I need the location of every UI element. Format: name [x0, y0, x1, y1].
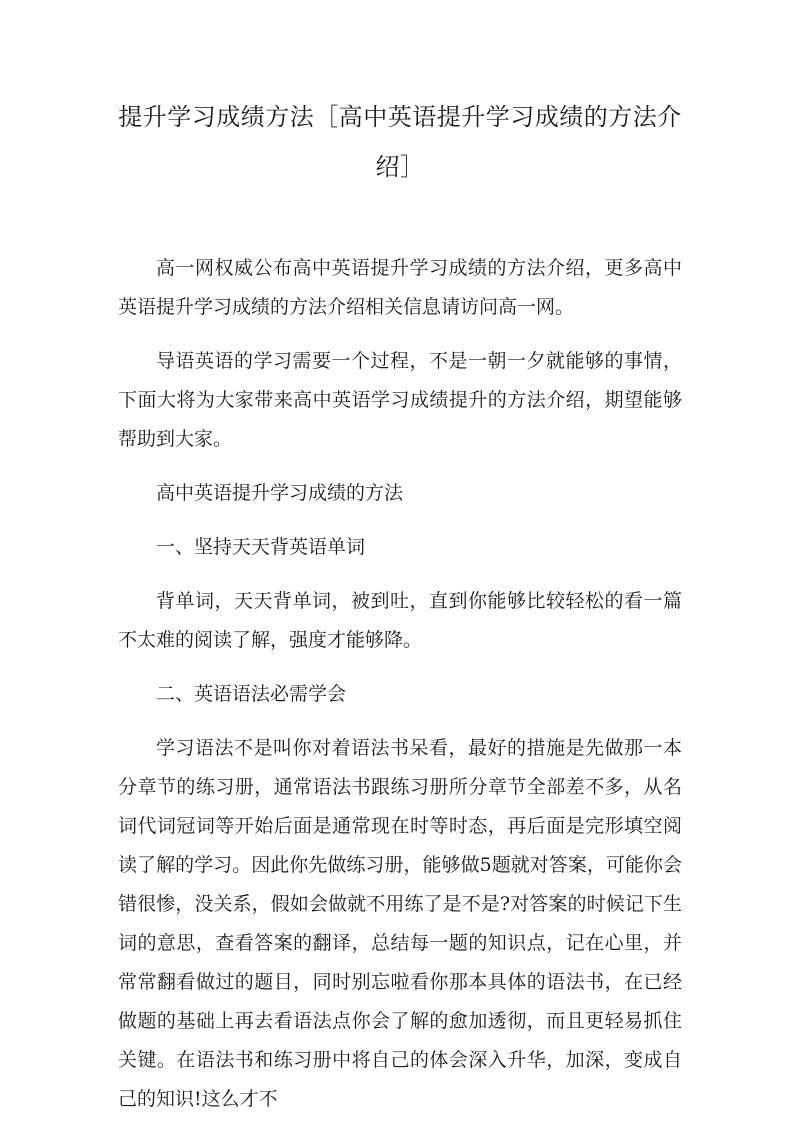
document-title: 提升学习成绩方法［高中英语提升学习成绩的方法介绍］: [118, 103, 682, 181]
subheading-vocabulary: 一、坚持天天背英语单词: [156, 536, 366, 558]
document-body: [118, 249, 682, 1119]
section-heading: 高中英语提升学习成绩的方法: [156, 482, 404, 504]
paragraph-vocabulary: 背单词，天天背单词，被到吐，直到你能够比较轻松的看一篇不太难的阅读了解，强度才能够降。: [118, 590, 682, 651]
subheading-grammar: 二、英语语法必需学会: [156, 683, 347, 705]
paragraph-lead: 导语英语的学习需要一个过程，不是一朝一夕就能够的事情，下面大将为大家带来高中英语学习成绩提升的方法介绍，期望能够帮助到大家。: [118, 350, 682, 450]
paragraph-grammar: 学习语法不是叫你对着语法书呆看，最好的措施是先做那一本分章节的练习册，通常语法书跟练习册所分章节全部差不多，从名词代词冠词等开始后面是通常现在时等时态，再后面是完形填空阅读了解的学习。因此你先做练习册，能够做5题就对答案，可能你会错很惨，没关系，假如会做就不用练了是不是?对答案的时候记下生词的意思，查看答案的翻译，总结每一题的知识点，记在心里，并常常翻看做过的题目，同时别忘啦看你那本具体的语法书，在已经做题的基础上再去看语法点你会了解的愈加透彻，而且更轻易抓住关键。在语法书和练习册中将自己的体会深入升华，加深，变成自己的知识!这么才不: [118, 737, 682, 1110]
paragraph-intro: 高一网权威公布高中英语提升学习成绩的方法介绍，更多高中英语提升学习成绩的方法介绍相关信息请访问高一网。: [118, 257, 682, 318]
